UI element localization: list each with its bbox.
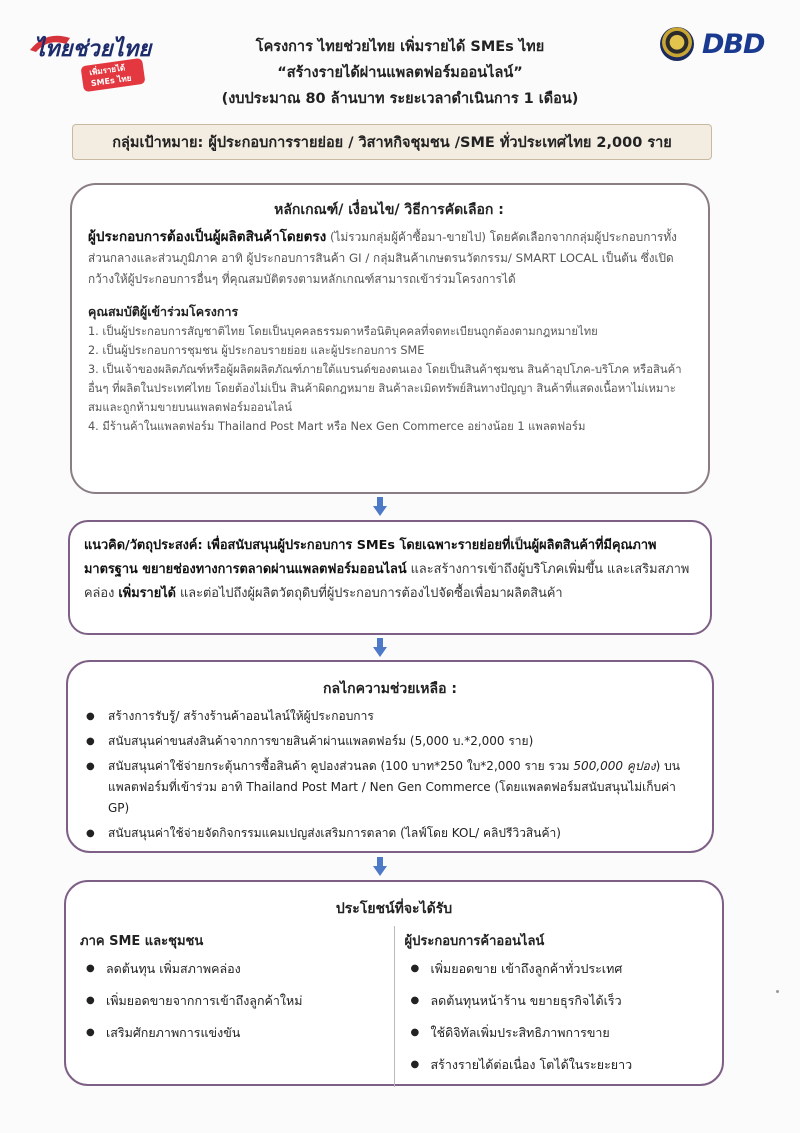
criteria-box xyxy=(70,183,710,494)
mechanism-item-3-tail: ) บนแพลตฟอร์มที่เข้าร่วม อาทิ Thailand Post Mart / Nen Gen Commerce (โดยแพลตฟอร์มสนับสนุนไม่เก็บค่า GP) xyxy=(108,759,680,815)
header-line-3: (งบประมาณ 80 ล้านบาท ระยะเวลาดำเนินการ 1 เดือน) xyxy=(221,91,579,107)
benefits-sme-column xyxy=(80,926,395,1087)
benefits-title: ประโยชน์ที่จะได้รับ xyxy=(335,901,453,917)
concept-lead: แนวคิด/วัตถุประสงค์: เพื่อสนับสนุนผู้ประกอบการ SMEs โดยเฉพาะรายย่อยที่เป็นผู้ผลิตสินค้าที่มีคุณภาพมาตรฐาน ขยายช่องทางการตลาดผ่านแพลตฟอร์มออนไลน์ xyxy=(84,538,657,577)
benefit-item: ● เพิ่มยอดขายจากการเข้าถึงลูกค้าใหม่ xyxy=(80,991,384,1011)
benefits-box xyxy=(64,880,724,1086)
benefits-sme-heading: ภาค SME และชุมชน xyxy=(80,934,204,949)
benefits-columns xyxy=(80,926,708,1087)
concept-box xyxy=(68,520,712,635)
header-line-2: “สร้างรายได้ผ่านแพลตฟอร์มออนไลน์” xyxy=(277,65,523,81)
benefit-item: ● ลดต้นทุน เพิ่มสภาพคล่อง xyxy=(80,959,384,979)
mechanism-item: ● สร้างการรับรู้/ สร้างร้านค้าออนไลน์ให้ผู้ประกอบการ xyxy=(82,706,698,727)
mechanism-box xyxy=(66,660,714,853)
benefit-item: ● เพิ่มยอดขาย เข้าถึงลูกค้าทั่วประเทศ xyxy=(405,959,709,979)
dbd-logo xyxy=(660,24,776,64)
mechanism-title: กลไกความช่วยเหลือ : xyxy=(323,681,457,697)
down-arrow-icon xyxy=(373,638,387,658)
ministry-seal-icon xyxy=(660,27,694,61)
qualification-item: 3. เป็นเจ้าของผลิตภัณฑ์หรือผู้ผลิตผลิตภัณฑ์ภายใต้แบรนด์ของตนเอง โดยเป็นสินค้าชุมชน สินค้าอุปโภค-บริโภค หรือสินค้าอื่นๆ ที่ผลิตในประเทศไทย โดยต้องไม่เป็น สินค้าผิดกฎหมาย สินค้าละเมิดทรัพย์สินทางปัญญา สินค้าที่แสดงเนื้อหาไม่เหมาะสมและถูกห้ามขายบนแพลตฟอร์มออนไลน์ xyxy=(88,363,682,414)
criteria-lead: ผู้ประกอบการต้องเป็นผู้ผลิตสินค้าโดยตรง xyxy=(88,229,327,245)
project-logo-graphic xyxy=(26,22,154,92)
project-logo xyxy=(26,22,154,92)
benefit-item: ● สร้างรายได้ต่อเนื่อง โตได้ในระยะยาว xyxy=(405,1055,709,1075)
criteria-paragraph xyxy=(88,227,690,290)
mechanism-list xyxy=(82,706,698,844)
header-line-1: โครงการ ไทยช่วยไทย เพิ่มรายได้ SMEs ไทย xyxy=(255,39,545,55)
dbd-logo-text: DBD xyxy=(702,28,765,60)
down-arrow-icon xyxy=(373,497,387,517)
criteria-body: (ไม่รวมกลุ่มผู้ค้าซื้อมา-ขายไป) โดยคัดเลือกจากกลุ่มผู้ประกอบการทั้งส่วนกลางและส่วนภูมิภาค อาทิ ผู้ประกอบการสินค้า GI / กลุ่มสินค้าเกษตรนวัตกรรม/ SMART LOCAL เป็นต้น ซึ่งเปิดกว้างให้ผู้ประกอบการอื่นๆ ที่คุณสมบัติตรงตามหลักเกณฑ์สามารถเข้าร่วมโครงการได้ xyxy=(88,230,677,286)
benefits-sme-list xyxy=(80,959,384,1043)
mechanism-item-3-italic: 500,000 คูปอง xyxy=(573,759,656,773)
logo-tagline-1: เพิ่มรายได้ xyxy=(88,63,126,78)
mechanism-item: ● สนับสนุนค่าใช้จ่ายจัดกิจกรรมแคมเปญส่งเสริมการตลาด (ไลฟ์โดย KOL/ คลิปรีวิวสินค้า) xyxy=(82,823,698,844)
concept-mid: และสร้างการเข้าถึงผู้บริโภคเพิ่มขึ้น และเสริมสภาพคล่อง xyxy=(84,562,690,601)
qualifications-title: คุณสมบัติผู้เข้าร่วมโครงการ xyxy=(88,304,239,319)
qualifications-list xyxy=(88,322,690,436)
mechanism-item-3-start: สนับสนุนค่าใช้จ่ายกระตุ้นการซื้อสินค้า คูปองส่วนลด (100 บาท*250 ใบ*2,000 ราย รวม xyxy=(108,759,574,773)
mechanism-item: ● สนับสนุนค่าขนส่งสินค้าจากการขายสินค้าผ่านแพลตฟอร์ม (5,000 บ.*2,000 ราย) xyxy=(82,731,698,752)
logo-tagline-2: SMEs ไทย xyxy=(90,73,132,89)
target-group-banner xyxy=(72,124,712,160)
qualification-item: 2. เป็นผู้ประกอบการชุมชน ผู้ประกอบรายย่อย และผู้ประกอบการ SME xyxy=(88,344,425,357)
qualification-item: 1. เป็นผู้ประกอบการสัญชาติไทย โดยเป็นบุคคลธรรมดาหรือนิติบุคคลที่จดทะเบียนถูกต้องตามกฎหมายไทย xyxy=(88,325,598,338)
down-arrow-icon xyxy=(373,857,387,877)
qualification-item: 4. มีร้านค้าในแพลตฟอร์ม Thailand Post Mart หรือ Nex Gen Commerce อย่างน้อย 1 แพลตฟอร์ม xyxy=(88,420,586,433)
concept-paragraph xyxy=(84,534,696,606)
concept-tail: และต่อไปถึงผู้ผลิตวัตถุดิบที่ผู้ประกอบการต้องไปจัดซื้อเพื่อมาผลิตสินค้า xyxy=(175,586,563,601)
benefits-online-list xyxy=(405,959,709,1075)
benefits-online-heading: ผู้ประกอบการค้าออนไลน์ xyxy=(404,934,545,949)
benefit-item: ● ใช้ดิจิทัลเพิ่มประสิทธิภาพการขาย xyxy=(405,1023,709,1043)
concept-bold: เพิ่มรายได้ xyxy=(118,586,176,601)
benefits-online-column xyxy=(395,926,709,1087)
benefit-item: ● ลดต้นทุนหน้าร้าน ขยายธุรกิจได้เร็ว xyxy=(405,991,709,1011)
mechanism-item xyxy=(82,756,698,819)
scan-speck xyxy=(776,990,779,993)
document-header xyxy=(150,34,650,112)
logo-text: ไทยช่วยไทย xyxy=(34,37,152,62)
benefit-item: ● เสริมศักยภาพการแข่งขัน xyxy=(80,1023,384,1043)
target-group-text: กลุ่มเป้าหมาย: ผู้ประกอบการรายย่อย / วิสาหกิจชุมชน /SME ทั่วประเทศไทย 2,000 ราย xyxy=(112,134,672,151)
criteria-title: หลักเกณฑ์/ เงื่อนไข/ วิธีการคัดเลือก : xyxy=(274,202,504,218)
